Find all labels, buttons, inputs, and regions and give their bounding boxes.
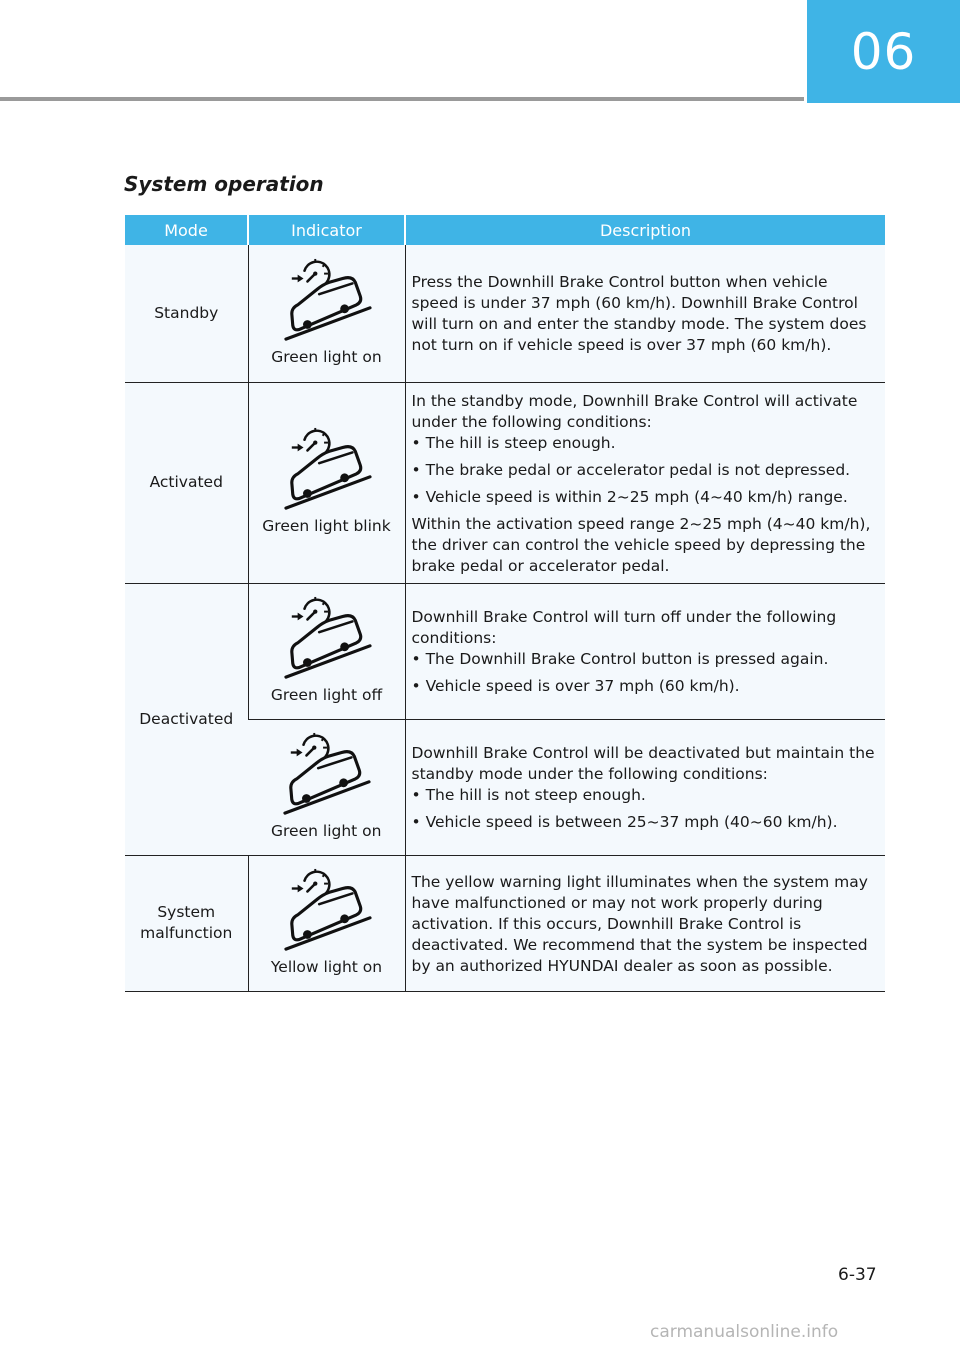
table-row	[125, 245, 885, 382]
description-cell	[405, 855, 885, 991]
downhill-brake-control-icon	[277, 731, 375, 819]
watermark: carmanualsonline.info	[650, 1322, 839, 1342]
chapter-tab: 06	[807, 0, 960, 103]
description-text: • Vehicle speed is within 2~25 mph (4~40 km/h) range.	[411, 487, 848, 506]
indicator-label: Green light blink	[262, 517, 391, 535]
downhill-brake-control-icon	[278, 257, 376, 345]
table-header-row	[125, 215, 885, 245]
mode-cell: System malfunction	[125, 855, 248, 991]
description-text: • The Downhill Brake Control button is pressed again.	[411, 650, 829, 668]
mode-cell: Deactivated	[125, 583, 248, 855]
indicator-label: Yellow light on	[270, 957, 383, 976]
indicator-cell	[248, 245, 405, 382]
table-row	[125, 382, 885, 583]
table-row	[125, 583, 885, 719]
indicator-label: Green light on	[271, 821, 382, 840]
downhill-brake-control-icon	[278, 426, 376, 514]
mode-cell: Standby	[125, 245, 248, 382]
description-text: • Vehicle speed is between 25~37 mph (40~60 km/h).	[411, 813, 838, 831]
table-row	[125, 855, 885, 991]
page-number: 6-37	[838, 1265, 877, 1285]
description-text: • The hill is not steep enough.	[411, 786, 646, 804]
description-text: In the standby mode, Downhill Brake Control will activate under the following conditions:	[411, 391, 858, 431]
indicator-label: Green light off	[270, 685, 383, 704]
description-text: • The hill is steep enough.	[411, 433, 616, 452]
downhill-brake-control-icon	[278, 595, 376, 683]
description-text: Press the Downhill Brake Control button when vehicle speed is under 37 mph (60 km/h). Downhill Brake Control will turn on and enter the standby mode. The system does not turn on if vehicle speed is over 37 mph (60 km/h).	[411, 273, 867, 355]
system-operation-table	[125, 215, 885, 992]
header-rule	[0, 97, 804, 101]
mode-cell: Activated	[125, 382, 248, 583]
description-text: • Vehicle speed is over 37 mph (60 km/h).	[411, 677, 740, 695]
description-cell	[405, 245, 885, 382]
description-cell	[405, 382, 885, 583]
header-indicator: Indicator	[248, 215, 405, 245]
description-text: Downhill Brake Control will be deactivated but maintain the standby mode under the following conditions:	[411, 744, 875, 783]
indicator-label: Green light on	[271, 347, 382, 366]
description-text: Downhill Brake Control will turn off under the following conditions:	[411, 608, 837, 647]
indicator-cell	[248, 583, 405, 719]
indicator-cell	[248, 382, 405, 583]
section-title: System operation	[124, 172, 324, 196]
indicator-cell	[248, 719, 405, 855]
description-text: Within the activation speed range 2~25 mph (4~40 km/h), the driver can control the vehicle speed by depressing the brake pedal or accelerator pedal.	[411, 514, 871, 575]
indicator-cell	[248, 855, 405, 991]
header-mode: Mode	[125, 215, 248, 245]
header-description: Description	[405, 215, 885, 245]
description-text: The yellow warning light illuminates when the system may have malfunctioned or may not work properly during activation. If this occurs, Downhill Brake Control is deactivated. We recommend that the system be inspected by an authorized HYUNDAI dealer as soon as possible.	[411, 872, 868, 975]
description-cell	[405, 719, 885, 855]
description-text: • The brake pedal or accelerator pedal is not depressed.	[411, 460, 851, 479]
description-cell	[405, 583, 885, 719]
downhill-brake-control-icon	[278, 867, 376, 955]
